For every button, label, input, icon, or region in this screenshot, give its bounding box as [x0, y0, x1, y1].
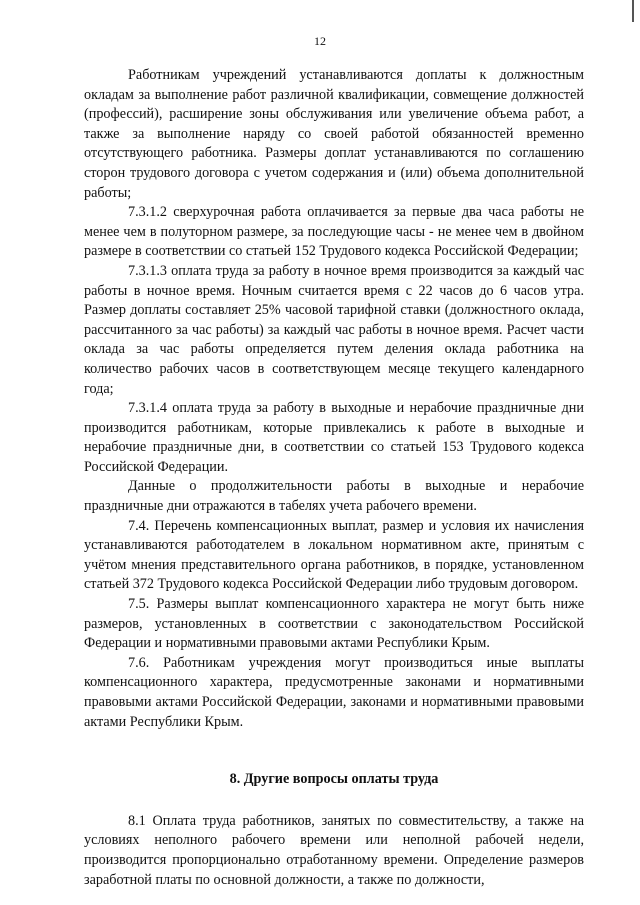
paragraph: 8.1 Оплата труда работников, занятых по совместительству, а также на условиях неполного рабочего времени или неполной рабочей недели, производится пропорционально отработанному времени. Определение размеров заработной платы по основной должности, а также по должности, — [84, 812, 584, 888]
paragraph: 7.4. Перечень компенсационных выплат, размер и условия их начисления устанавливаются работодателем в локальном нормативном акте, принятым с учётом мнения представительного органа работников, в порядке, установленном статьей 372 Трудового кодекса Российской Федерации либо трудовым договором. — [84, 517, 584, 593]
document-body — [84, 66, 584, 890]
paragraph: 7.3.1.4 оплата труда за работу в выходные и нерабочие праздничные дни производится работникам, которые привлекались к работе в выходные и нерабочие праздничные дни, в соответствии со статьей 153 Трудового кодекса Российской Федерации. — [84, 400, 584, 475]
page-number: 12 — [314, 34, 326, 48]
paragraph: 7.3.1.3 оплата труда за работу в ночное время производится за каждый час работы в ночное время. Ночным считается время с 22 часов до 6 часов утра. Размер доплаты составляет 25% часовой тарифной ставки (должностного оклада, рассчитанного за час работы) за каждый час работы в ночное время. Расчет части оклада за час работы определяется путем деления оклада работника на количество рабочих часов в соответствующем месяце текущего календарного года; — [84, 262, 584, 397]
paragraph: 7.5. Размеры выплат компенсационного характера не могут быть ниже размеров, установленных в соответствии с законодательством Российской Федерации и нормативными правовыми актами Республики Крым. — [84, 596, 584, 652]
paragraph: 7.3.1.2 сверхурочная работа оплачивается за первые два часа работы не менее чем в полуторном размере, за последующие часы - не менее чем в двойном размере в соответствии со статьей 152 Трудового кодекса Российской Федерации; — [84, 204, 584, 260]
section-heading: 8. Другие вопросы оплаты труда — [229, 771, 439, 788]
corner-mark — [632, 0, 634, 22]
paragraph: 7.6. Работникам учреждения могут производиться иные выплаты компенсационного характера, предусмотренные законами и нормативными правовыми актами Российской Федерации, законами и нормативными правовыми актами Республики Крым. — [84, 654, 584, 730]
paragraph: Данные о продолжительности работы в выходные и нерабочие праздничные дни отражаются в табелях учета рабочего времени. — [84, 478, 584, 515]
paragraph: Работникам учреждений устанавливаются доплаты к должностным окладам за выполнение работ различной квалификации, совмещение должностей (профессий), расширение зоны обслуживания или увеличение объема работ, а также за выполнение наряду со своей работой обязанностей временно отсутствующего работника. Размеры доплат устанавливаются по соглашению сторон трудового договора с учетом содержания и (или) объема дополнительной работы; — [84, 67, 584, 201]
